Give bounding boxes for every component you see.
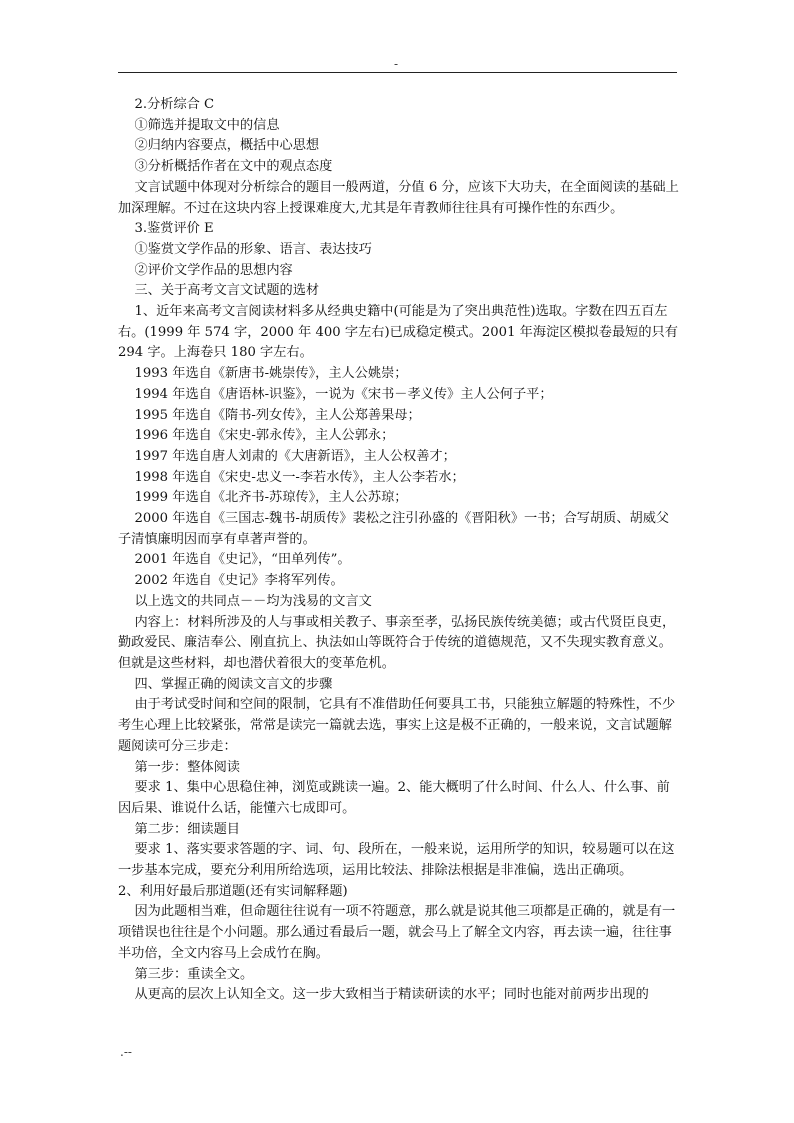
list-item: 2001 年选自《史记》，“田单列传”。 (134, 552, 351, 568)
list-item: 2002 年选自《史记》李将军列传。 (134, 573, 344, 589)
section-heading: 3.鉴赏评价 E (134, 221, 214, 237)
list-item: 1995 年选自《隋书-列女传》，主人公郑善果母； (134, 407, 421, 423)
list-item: ③分析概括作者在文中的观点态度 (134, 159, 333, 175)
step-heading: 第二步：细读题目 (134, 821, 240, 837)
document-body (118, 95, 680, 1006)
footer-mark: .-- (120, 1045, 132, 1059)
step-heading: 第三步：重读全文。 (134, 966, 254, 982)
paragraph: 1、近年来高考文言阅读材料多从经典史籍中(可能是为了突出典范性)选取。字数在四五百左右。(1999 年 574 字，2000 年 400 字左右)已成稳定模式。2001 年海淀区模拟卷最短的只有 294 字。上海卷只 180 字左右。 (118, 304, 678, 361)
paragraph: 由于考试受时间和空间的限制，它具有不准借助任何要具工书，只能独立解题的特殊性，不少考生心理上比较紧张，常常是读完一篇就去选，事实上这是极不正确的，一般来说，文言试题解题阅读可分三步走： (118, 697, 676, 754)
list-item: 1998 年选自《宋史-忠义一-李若水传》，主人公李若水； (134, 469, 465, 485)
list-item: 1996 年选自《宋史-郭永传》，主人公郭永； (134, 428, 395, 444)
step-heading: 第一步：整体阅读 (134, 759, 240, 775)
list-item: ①鉴赏文学作品的形象、语言、表达技巧 (134, 241, 372, 257)
paragraph: 以上选文的共同点－－均为浅易的文言文 (134, 593, 372, 609)
paragraph: 从更高的层次上认知全文。这一步大致相当于精读研读的水平；同时也能对前两步出现的 (134, 987, 649, 1003)
list-item: ①筛选并提取文中的信息 (134, 117, 280, 133)
list-item: 1999 年选自《北齐书-苏琼传》，主人公苏琼； (134, 490, 408, 506)
list-item: ②归纳内容要点，概括中心思想 (134, 138, 320, 154)
list-item: 1997 年选自唐人刘肃的《大唐新语》，主人公权善才； (134, 448, 456, 464)
list-item: 1993 年选自《新唐书-姚崇传》，主人公姚崇； (134, 366, 408, 382)
list-item: 1994 年选自《唐语林-识鉴》，一说为《宋书－孝义传》主人公何子平； (134, 386, 553, 402)
paragraph: 因为此题相当难，但命题往往说有一项不符题意，那么就是说其他三项都是正确的，就是有一项错误也往往是个小问题。那么通过看最后一题，就会马上了解全文内容，再去读一遍，往往事半功倍，全文内容马上会成竹在胸。 (118, 904, 676, 961)
section-heading: 2.分析综合 C (134, 97, 215, 112)
list-item: ②评价文学作品的思想内容 (134, 262, 293, 278)
paragraph: 2、利用好最后那道题(还有实词解释题) (118, 883, 348, 899)
header-rule (118, 72, 677, 73)
section-heading: 四、掌握正确的阅读文言文的步骤 (134, 676, 333, 692)
paragraph: 文言试题中体现对分析综合的题目一般两道，分值 6 分，应该下大功夫，在全面阅读的基础上加深理解。不过在这块内容上授课难度大,尤其是年青教师往往具有可操作性的东西少。 (118, 179, 679, 216)
paragraph: 要求 1、落实要求答题的字、词、句、段所在，一般来说，运用所学的知识，较易题可以在这一步基本完成，要充分利用所给选项，运用比较法、排除法根据是非准偏，选出正确项。 (118, 842, 675, 879)
header-mark: - (394, 57, 399, 71)
paragraph: 要求 1、集中心思稳住神，浏览或跳读一遍。2、能大概明了什么时间、什么人、什么事、前因后果、谁说什么话，能懂六七成即可。 (118, 780, 670, 816)
list-item: 2000 年选自《三国志-魏书-胡质传》裴松之注引孙盛的《晋阳秋》一书；合写胡质、胡威父子清慎廉明因而享有卓著声誉的。 (118, 511, 670, 547)
paragraph: 内容上：材料所涉及的人与事或相关教子、事亲至孝，弘扬民族传统美德；或古代贤臣良吏，勤政爱民、廉洁奉公、刚直抗上、执法如山等既符合于传统的道德规范，又不失现实教育意义。但就是这些材料，却也潜伏着很大的变革危机。 (118, 614, 676, 671)
section-heading: 三、关于高考文言文试题的选材 (134, 283, 320, 299)
